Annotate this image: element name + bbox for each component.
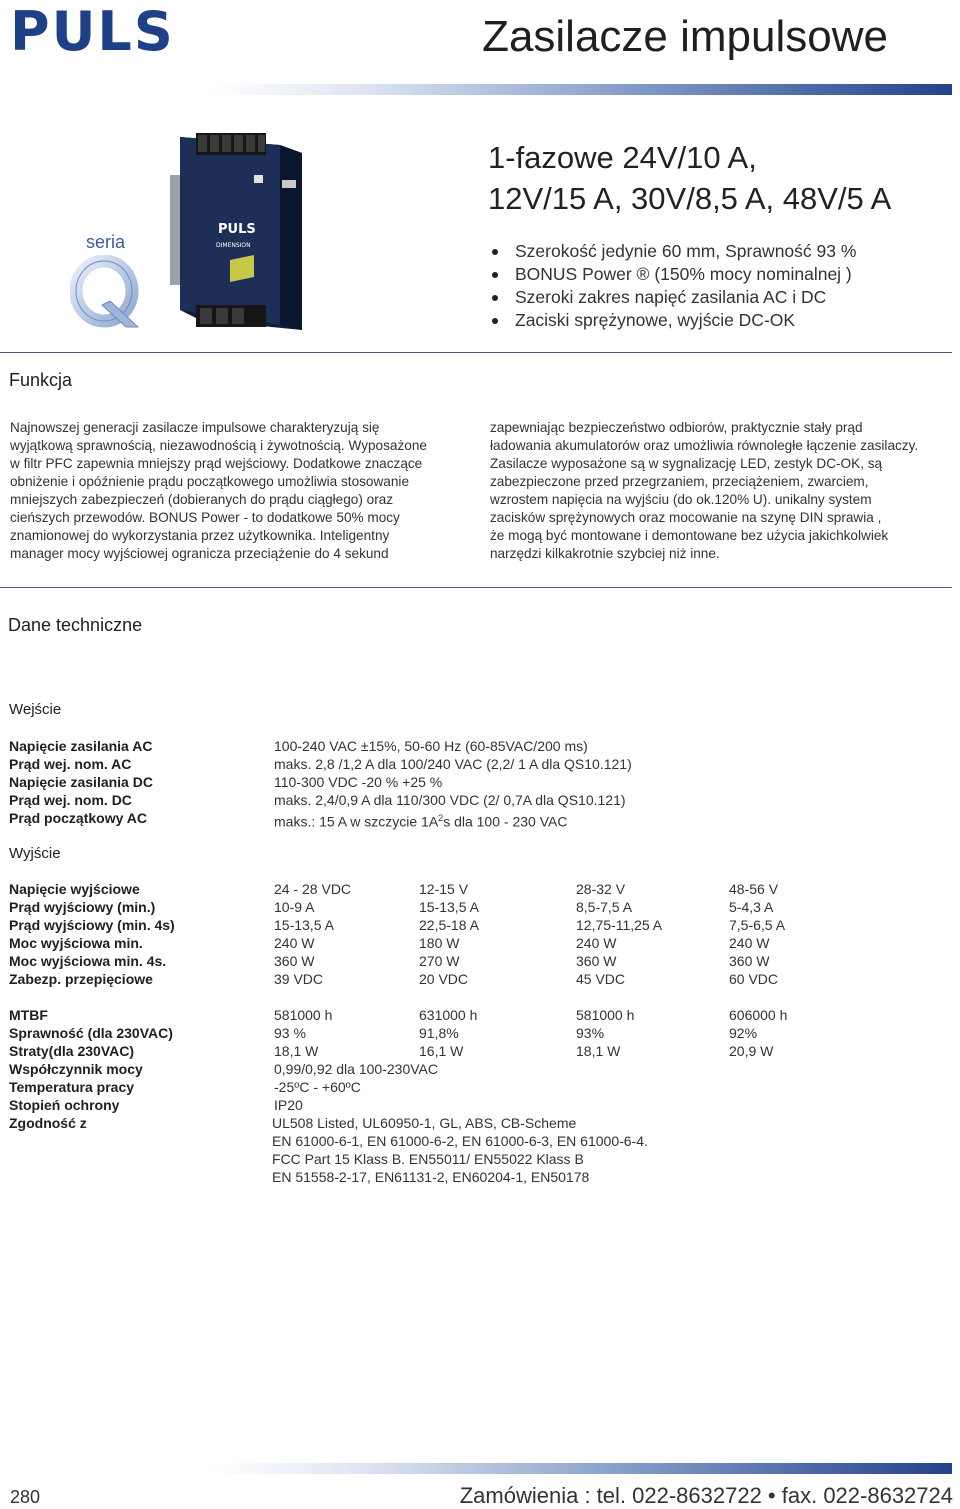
page-number: 280 (10, 1487, 41, 1507)
spec-value: 22,5-18 A (419, 917, 479, 933)
spec-value: 360 W (729, 953, 770, 969)
feature-list (490, 240, 856, 332)
text-line: zapewniając bezpieczeństwo odbiorów, praktycznie stały prąd (490, 420, 863, 435)
product-title (488, 137, 891, 219)
text-line: znamionowej do wykorzystania przez użytkownika. Inteligentny (10, 528, 390, 543)
contact-info: Zamówienia : tel. 022-8632722 • fax. 022-8632724 (459, 1483, 953, 1508)
feature-item: Szerokość jedynie 60 mm, Sprawność 93 % (490, 240, 856, 263)
text-line: cieńszych przewodów. BONUS Power - to dodatkowe 50% mocy (10, 510, 400, 525)
text-line: Najnowszej generacji zasilacze impulsowe charakteryzują się (10, 420, 380, 435)
puls-logo: PULS (10, 0, 175, 63)
spec-value: 270 W (419, 953, 460, 969)
product-photo (170, 125, 305, 335)
header-gradient-band (210, 84, 952, 95)
spec-value: 581000 h (274, 1007, 333, 1023)
spec-value: maks. 2,8 /1,2 A dla 100/240 VAC (2,2/ 1 A dla QS10.121) (274, 756, 632, 772)
spec-value: 18,1 W (274, 1043, 319, 1059)
spec-value: 360 W (274, 953, 315, 969)
spec-value: EN 61000-6-1, EN 61000-6-2, EN 61000-6-3, EN 61000-6-4. (272, 1133, 648, 1149)
superscript: 2 (438, 813, 444, 823)
section-divider (0, 587, 952, 588)
spec-value: 91,8% (419, 1025, 459, 1041)
spec-label: Stopień ochrony (9, 1097, 120, 1113)
product-title-line: 1-fazowe 24V/10 A, (488, 140, 757, 175)
spec-label: Straty(dla 230VAC) (9, 1043, 135, 1059)
feature-item: Zaciski sprężynowe, wyjście DC-OK (490, 309, 856, 332)
spec-label: Napięcie zasilania AC (9, 738, 153, 754)
funkcja-text-right (490, 419, 918, 563)
spec-value: 24 - 28 VDC (274, 881, 352, 897)
spec-label: Temperatura pracy (9, 1079, 135, 1095)
text-line: mniejszych zabezpieczeń (dobieranych do prądu ciągłego) oraz (10, 492, 394, 507)
text-line: wzrostem napięcia na wyjściu (do ok.120% U). unikalny system (490, 492, 872, 507)
text-line: manager mocy wyjściowej ogranicza przeciążenie do 4 sekund (10, 546, 389, 561)
spec-value-text: s dla 100 - 230 VAC (443, 813, 568, 830)
photo-model-text: DIMENSION (216, 242, 251, 249)
spec-value: 15-13,5 A (274, 917, 334, 933)
spec-value: 240 W (274, 935, 315, 951)
spec-value: 581000 h (576, 1007, 635, 1023)
dane-techniczne-heading: Dane techniczne (8, 615, 143, 635)
spec-value: 15-13,5 A (419, 899, 479, 915)
spec-value: 18,1 W (576, 1043, 621, 1059)
footer-gradient-band (210, 1463, 952, 1474)
spec-value: 110-300 VDC -20 % +25 % (274, 774, 443, 790)
spec-value: -25ºC - +60ºC (274, 1079, 361, 1095)
spec-value (274, 809, 567, 831)
section-divider (0, 352, 952, 353)
spec-value: 631000 h (419, 1007, 478, 1023)
spec-label: Zabezp. przepięciowe (9, 971, 153, 987)
spec-value: 39 VDC (274, 971, 324, 987)
spec-value: 8,5-7,5 A (576, 899, 633, 915)
feature-item: BONUS Power ® (150% mocy nominalnej ) (490, 263, 856, 286)
spec-value: 45 VDC (576, 971, 626, 987)
spec-label: Prąd wyjściowy (min. 4s) (9, 917, 175, 933)
spec-value: maks. 2,4/0,9 A dla 110/300 VDC (2/ 0,7A dla QS10.121) (274, 792, 626, 808)
text-line: zacisków sprężynowych oraz mocowanie na szynę DIN sprawia , (490, 510, 882, 525)
spec-label: Zgodność z (9, 1115, 87, 1131)
wyjscie-heading: Wyjście (9, 845, 61, 862)
product-title-line: 12V/15 A, 30V/8,5 A, 48V/5 A (488, 181, 892, 216)
spec-value: 20,9 W (729, 1043, 774, 1059)
text-line: w filtr PFC zapewnia mniejszy prąd wejściowy. Dodatkowe znaczące (10, 456, 423, 471)
spec-label: Prąd początkowy AC (9, 810, 147, 826)
spec-label: Współczynnik mocy (9, 1061, 143, 1077)
spec-value: IP20 (274, 1097, 303, 1113)
spec-label: Moc wyjściowa min. 4s. (9, 953, 167, 969)
spec-value: EN 51558-2-17, EN61131-2, EN60204-1, EN50178 (272, 1169, 590, 1185)
series-q-icon (70, 255, 144, 329)
spec-value: FCC Part 15 Klass B. EN55011/ EN55022 Klass B (272, 1151, 584, 1167)
text-line: narzędzi kilkakrotnie szybciej niż inne. (490, 546, 720, 561)
spec-value-text: maks.: 15 A w szczycie 1A (274, 813, 439, 830)
spec-value: 48-56 V (729, 881, 779, 897)
spec-label: Moc wyjściowa min. (9, 935, 143, 951)
spec-label: MTBF (9, 1007, 48, 1023)
series-label: seria (86, 232, 126, 252)
spec-value: 28-32 V (576, 881, 626, 897)
spec-label: Napięcie zasilania DC (9, 774, 153, 790)
spec-value: 240 W (576, 935, 617, 951)
spec-value: 180 W (419, 935, 460, 951)
spec-label: Sprawność (dla 230VAC) (9, 1025, 173, 1041)
page-title: Zasilacze impulsowe (482, 12, 888, 61)
spec-value: 93% (576, 1025, 605, 1041)
spec-value: 92% (729, 1025, 758, 1041)
spec-value: 100-240 VAC ±15%, 50-60 Hz (60-85VAC/200 ms) (274, 738, 588, 754)
spec-value: 10-9 A (274, 899, 315, 915)
text-line: wyjątkową sprawnością, niezawodnością i żywotnością. Wyposażone (10, 438, 427, 453)
feature-item: Szeroki zakres napięć zasilania AC i DC (490, 286, 856, 309)
text-line: Zasilacze wyposażone są w sygnalizację LED, zestyk DC-OK, są (490, 456, 883, 471)
spec-value: 240 W (729, 935, 770, 951)
spec-label: Napięcie wyjściowe (9, 881, 140, 897)
text-line: że mogą być montowane i demontowane bez użycia jakichkolwiek (490, 528, 889, 543)
spec-label: Prąd wej. nom. DC (9, 792, 132, 808)
funkcja-text-left (10, 419, 427, 563)
spec-label: Prąd wej. nom. AC (9, 756, 132, 772)
photo-brand-text: PULS (218, 222, 256, 237)
funkcja-heading: Funkcja (9, 370, 73, 390)
text-line: obniżenie i opóźnienie prądu początkowego umożliwia stosowanie (10, 474, 409, 489)
spec-value: 5-4,3 A (729, 899, 774, 915)
spec-value: UL508 Listed, UL60950-1, GL, ABS, CB-Scheme (272, 1115, 577, 1131)
spec-value: 60 VDC (729, 971, 779, 987)
text-line: ładowania akumulatorów oraz umożliwia równoległe łączenie zasilaczy. (490, 438, 919, 453)
spec-value: 20 VDC (419, 971, 469, 987)
spec-value: 12-15 V (419, 881, 469, 897)
wejscie-heading: Wejście (9, 701, 62, 718)
spec-value: 0,99/0,92 dla 100-230VAC (274, 1061, 438, 1077)
spec-value: 360 W (576, 953, 617, 969)
spec-value: 7,5-6,5 A (729, 917, 786, 933)
spec-value: 16,1 W (419, 1043, 464, 1059)
text-line: zabezpieczone przed przegrzaniem, przeciążeniem, zwarciem, (490, 474, 869, 489)
spec-value: 93 % (274, 1025, 306, 1041)
spec-label: Prąd wyjściowy (min.) (9, 899, 156, 915)
spec-value: 606000 h (729, 1007, 788, 1023)
spec-value: 12,75-11,25 A (576, 917, 663, 933)
